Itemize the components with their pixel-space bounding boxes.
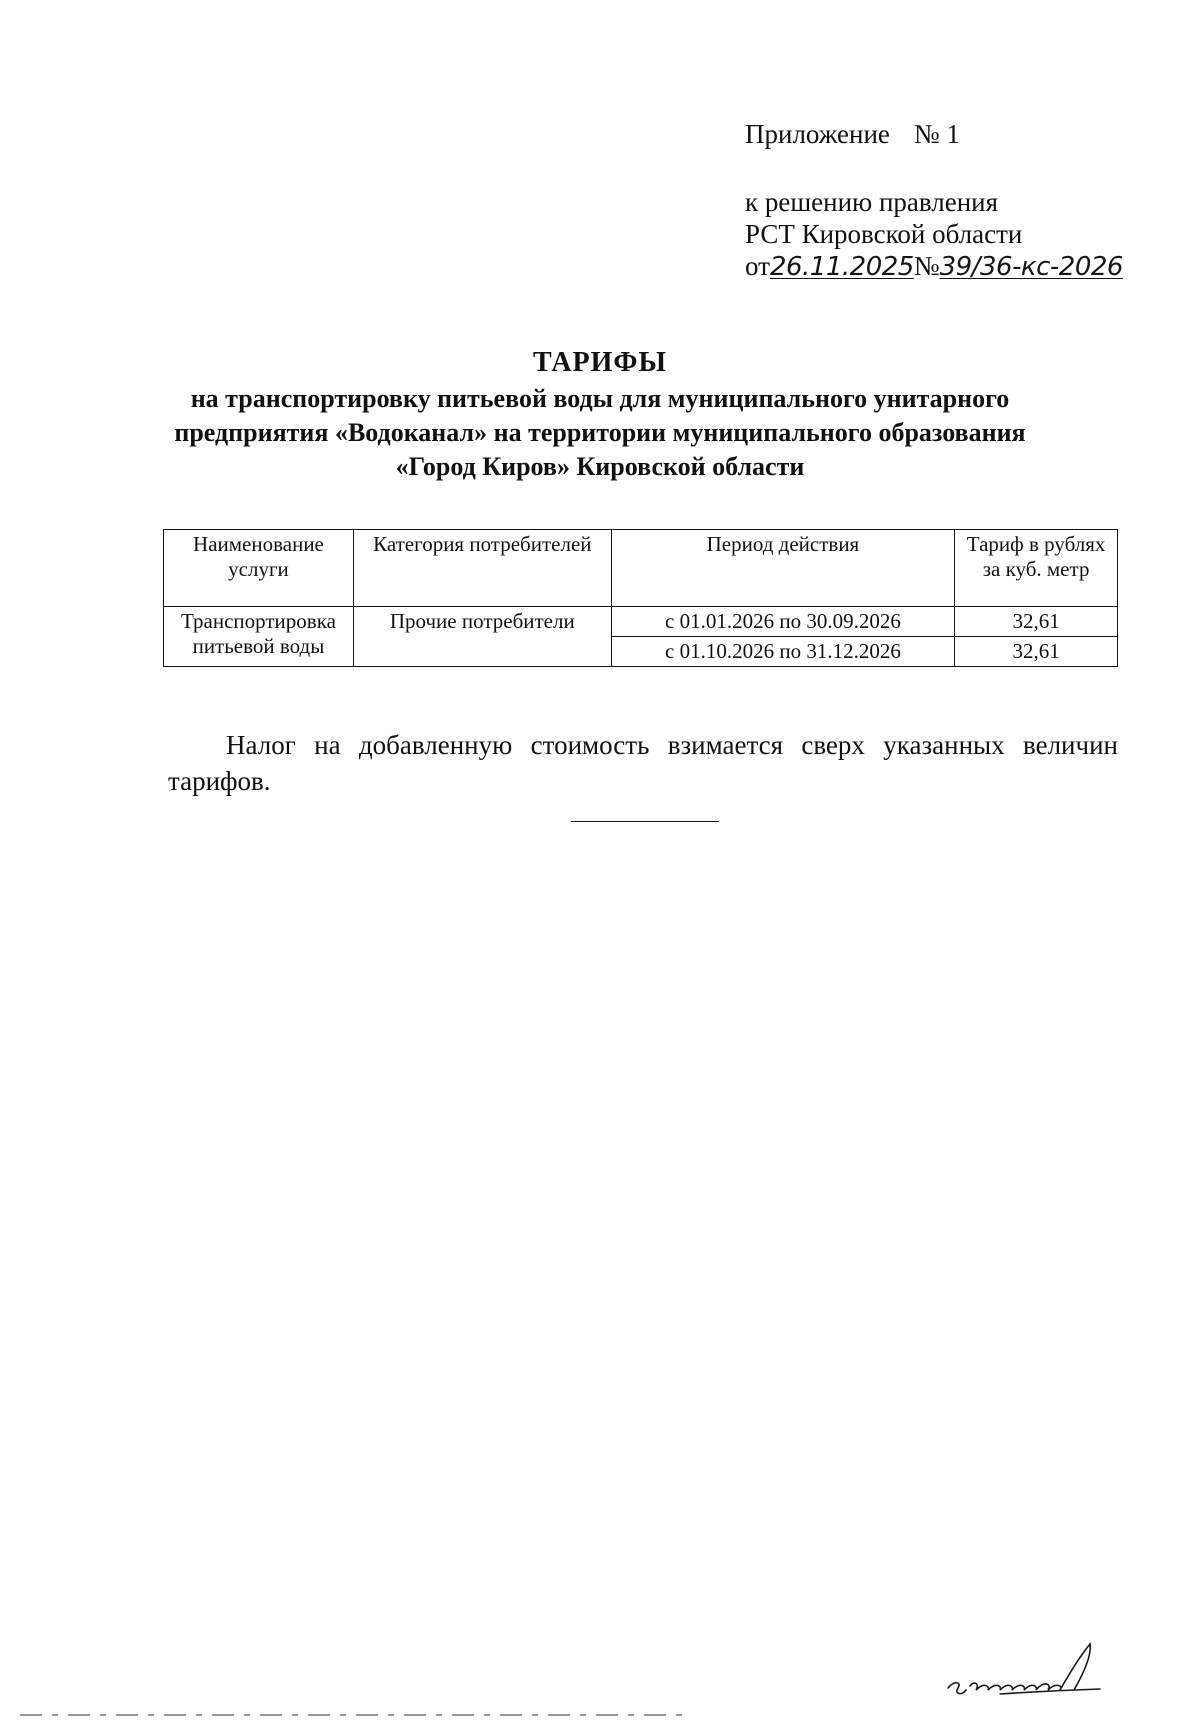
date-prefix: от (745, 251, 770, 281)
header-category: Категория потребителей (353, 530, 611, 607)
annex-label: Приложение (745, 119, 890, 149)
decision-date-number (745, 250, 1123, 283)
cell-period-2: с 01.10.2026 по 31.12.2026 (611, 637, 955, 667)
table-header-row (164, 530, 1118, 607)
annex-number: № 1 (913, 119, 960, 149)
cell-category: Прочие потребители (353, 607, 611, 667)
title-line-3: «Город Киров» Кировской области (395, 452, 805, 481)
decision-line-1: к решению правления (745, 187, 999, 217)
cell-service: Транспортировка питьевой воды (164, 607, 354, 667)
header-service: Наименование услуги (164, 530, 354, 607)
decision-line-2: РСТ Кировской области (745, 219, 1023, 249)
handwritten-signature-icon (940, 1636, 1140, 1711)
table-row (164, 607, 1118, 637)
title-line-2: предприятия «Водоканал» на территории муниципального образования (174, 418, 1026, 447)
number-prefix: № (913, 251, 940, 281)
scan-edge-mark (0, 1712, 700, 1718)
header-period: Период действия (611, 530, 955, 607)
title-main: ТАРИФЫ (533, 347, 667, 378)
handwritten-date: 26.11.2025 (769, 252, 914, 282)
end-divider (571, 821, 719, 822)
cell-tariff-2: 32,61 (955, 637, 1118, 667)
cell-period-1: с 01.01.2026 по 30.09.2026 (611, 607, 955, 637)
decision-reference (745, 186, 1123, 283)
document-title (100, 344, 1100, 484)
annex-heading (745, 118, 960, 150)
title-line-1: на транспортировку питьевой воды для муниципального унитарного (190, 384, 1010, 413)
cell-tariff-1: 32,61 (955, 607, 1118, 637)
header-tariff: Тариф в рублях за куб. метр (955, 530, 1118, 607)
handwritten-number: 39/36-кс-2026 (939, 252, 1123, 282)
vat-note: Налог на добавленную стоимость взимается сверх указанных величин тарифов. (168, 730, 1118, 796)
tariff-table (163, 529, 1118, 667)
